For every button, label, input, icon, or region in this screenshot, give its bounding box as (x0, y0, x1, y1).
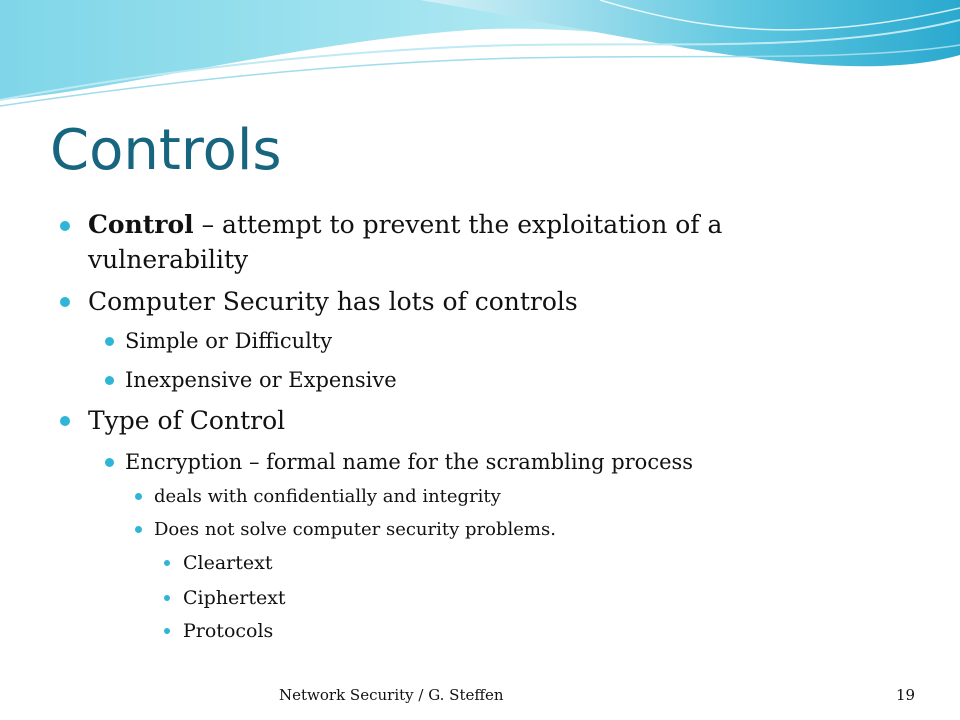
bullet-text: Cleartext (183, 552, 273, 574)
bullet-dot-icon (135, 526, 142, 533)
bullet-text: Simple or Difficulty (125, 329, 333, 353)
bullet-text: – attempt to prevent the exploitation of a (193, 210, 723, 239)
bullet-text: Encryption – formal name for the scrambling process (125, 450, 694, 474)
bullet-dot-icon (60, 297, 70, 307)
bullet-text-continuation: vulnerability (88, 245, 249, 274)
bullet-dot-icon (60, 416, 70, 426)
bullet-dot-icon (60, 221, 70, 231)
bullet-dot-icon (135, 493, 142, 500)
bullet-dot-icon (105, 337, 114, 346)
bullet-dot-icon (105, 376, 114, 385)
bullet-text: Computer Security has lots of controls (88, 287, 578, 316)
bullet-dot-icon (164, 628, 170, 634)
bullet-text: Does not solve computer security problems. (154, 519, 556, 540)
slide-title: Controls (50, 118, 282, 183)
page-number: 19 (896, 686, 916, 704)
footer-text: Network Security / G. Steffen (279, 686, 504, 704)
bullet-bold-term: Control (88, 210, 194, 239)
bullet-text: Protocols (183, 620, 274, 642)
bullet-text: Inexpensive or Expensive (125, 368, 397, 392)
bullet-dot-icon (105, 458, 114, 467)
bullet-dot-icon (164, 595, 170, 601)
bullet-dot-icon (164, 560, 170, 566)
bullet-text: Ciphertext (183, 587, 286, 609)
bullet-text: deals with confidentially and integrity (154, 486, 501, 507)
bullet-text: Type of Control (88, 406, 286, 435)
